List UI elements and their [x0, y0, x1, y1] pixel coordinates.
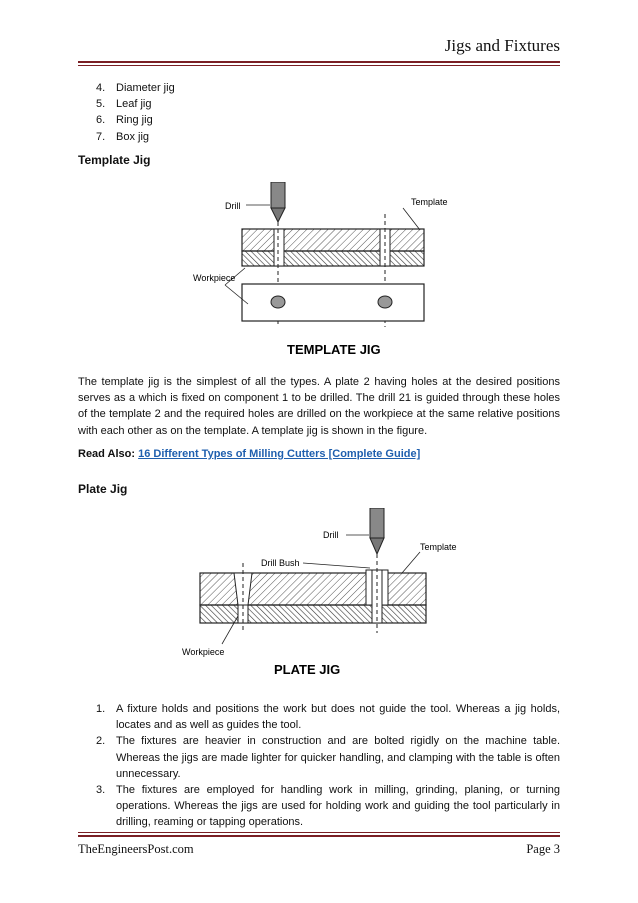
read-also-link[interactable]: 16 Different Types of Milling Cutters [Complete Guide]	[138, 448, 421, 460]
plate-template	[200, 573, 426, 605]
list-item: 5. Leaf jig	[96, 98, 152, 111]
fig2-label-workpiece: Workpiece	[182, 647, 225, 657]
template-jig-paragraph: The template jig is the simplest of all the types. A plate 2 having holes at the desired positions serves as a which is fixed on component 1 to be drilled. The drill 21 is guided through these holes of the template 2 and the required holes are drilled on the workpiece at the same relative positions with each other as on the template. A template jig is shown in the figure.	[78, 376, 560, 437]
fig2-label-template: Template	[420, 542, 457, 552]
fig2-caption: PLATE JIG	[274, 662, 341, 677]
workpiece-layer	[242, 251, 424, 266]
fig1-label-drill: Drill	[225, 201, 241, 211]
footer-rule	[78, 835, 560, 837]
read-also-label: Read Also:	[78, 448, 136, 460]
footer-site: TheEngineersPost.com	[78, 842, 194, 856]
template-jig-figure	[170, 182, 460, 362]
plate-drill-bit	[370, 508, 384, 554]
bottom-numbered-list	[96, 701, 560, 831]
top-numbered-list	[96, 80, 175, 145]
plate-jig-heading: Plate Jig	[78, 482, 128, 496]
fig1-label-template: Template	[411, 197, 448, 207]
footer-rule-thin	[78, 832, 560, 833]
plate-workpiece	[200, 605, 426, 623]
list-item: 3. The fixtures are employed for handling work in milling, grinding, planing, or turning operations. Whereas the jigs are used for holding work and guiding the tool particularly in drilling, reaming or tapping operations.	[96, 784, 560, 829]
template-plate	[242, 229, 424, 251]
header-rule-thin	[78, 65, 560, 66]
list-item: 2. The fixtures are heavier in construction and are bolted rigidly on the machine table. Whereas the jigs are made lighter for quicker handling, and clamping with the table is often unnecessary.	[96, 735, 560, 780]
drill-bit	[271, 182, 285, 222]
fig2-label-drill: Drill	[323, 530, 339, 540]
list-item: 4. Diameter jig	[96, 82, 175, 94]
plate-jig-figure	[170, 508, 470, 683]
page-header-title: Jigs and Fixtures	[444, 36, 560, 55]
list-item: 1. A fixture holds and positions the work but does not guide the tool. Whereas a jig holds, locates and as well as guides the tool.	[96, 703, 560, 732]
workpiece-plate	[242, 284, 424, 321]
fig1-label-workpiece: Workpiece	[193, 273, 236, 283]
read-also	[78, 448, 420, 460]
list-item: 6. Ring jig	[96, 114, 153, 127]
template-jig-heading: Template Jig	[78, 153, 151, 167]
fig2-label-drill-bush: Drill Bush	[261, 558, 300, 568]
footer-page-number: Page 3	[526, 842, 560, 856]
list-item: 7. Box jig	[96, 130, 150, 143]
fig1-caption: TEMPLATE JIG	[287, 342, 381, 357]
header-rule	[78, 61, 560, 63]
